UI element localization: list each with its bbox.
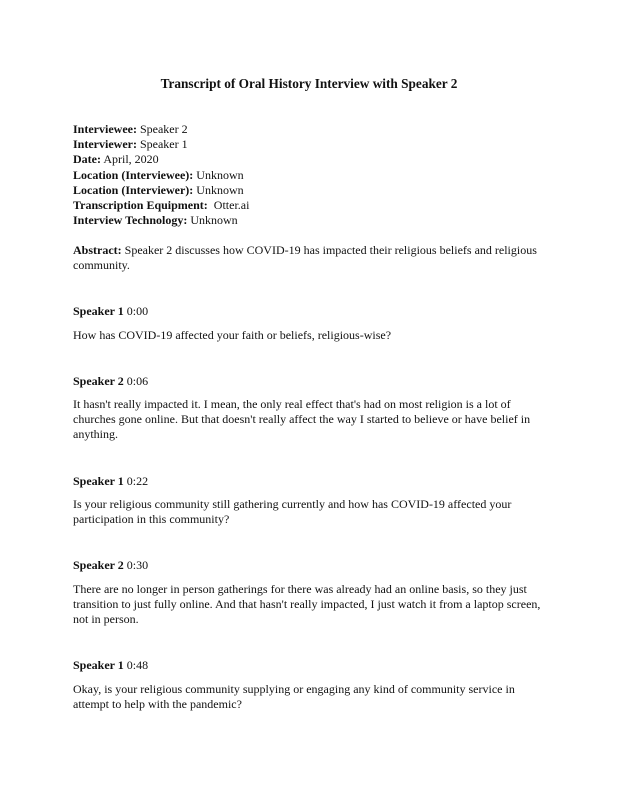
page-title: Transcript of Oral History Interview with Speaker 2	[160, 76, 458, 91]
meta-label: Location (Interviewer):	[73, 182, 194, 197]
speaker-name: Speaker 1	[73, 474, 124, 488]
meta-value: Unknown	[193, 167, 244, 182]
meta-value: Unknown	[193, 182, 244, 197]
meta-label: Transcription Equipment:	[73, 197, 208, 212]
entry-speaker-heading	[73, 374, 551, 389]
meta-location-interviewer	[73, 183, 551, 198]
utterance-text: Okay, is your religious community supplying or engaging any kind of community service in attempt to help with the pandemic?	[73, 682, 515, 712]
timestamp: 0:30	[123, 558, 149, 572]
speaker-name: Speaker 1	[73, 658, 124, 672]
meta-value: Otter.ai	[207, 197, 250, 212]
speaker-name: Speaker 2	[73, 558, 124, 572]
meta-date	[73, 152, 551, 167]
entry-speaker-heading	[73, 658, 551, 673]
metadata-block	[73, 122, 551, 228]
meta-label: Interviewee:	[73, 122, 137, 136]
abstract	[73, 243, 551, 273]
entry-speaker-heading	[73, 558, 551, 573]
entry-text	[73, 682, 551, 712]
entry-text	[73, 582, 551, 628]
meta-label: Location (Interviewee):	[73, 167, 194, 182]
meta-label: Interview Technology:	[73, 213, 188, 228]
meta-transcription-equipment	[73, 198, 551, 213]
meta-location-interviewee	[73, 168, 551, 183]
entry-text	[73, 328, 551, 343]
meta-value: Speaker 1	[136, 137, 188, 152]
utterance-text: There are no longer in person gatherings for there was already had an online basis, so they just transition to just fully online. And that hasn't really impacted, I just watch it from a laptop screen, not in person.	[73, 582, 541, 627]
utterance-text: It hasn't really impacted it. I mean, the only real effect that's had on most religion is a lot of churches gone online. But that doesn't really affect the way I started to believe or have belief in anything.	[73, 397, 531, 442]
meta-label: Interviewer:	[73, 137, 137, 152]
entry-text	[73, 497, 551, 527]
speaker-name: Speaker 2	[73, 374, 124, 388]
abstract-text: Speaker 2 discusses how COVID-19 has impacted their religious beliefs and religious community.	[73, 243, 537, 273]
abstract-label: Abstract:	[73, 243, 122, 257]
utterance-text: Is your religious community still gathering currently and how has COVID-19 affected your participation in this community?	[73, 497, 512, 527]
speaker-name: Speaker 1	[73, 304, 124, 318]
meta-label: Date:	[73, 152, 101, 167]
entry-speaker-heading	[73, 474, 551, 489]
entry-text	[73, 397, 551, 443]
meta-interviewee	[73, 122, 551, 137]
timestamp: 0:48	[123, 658, 149, 672]
meta-interviewer	[73, 137, 551, 152]
meta-value: April, 2020	[100, 152, 159, 167]
timestamp: 0:00	[123, 304, 149, 318]
entry-speaker-heading	[73, 304, 551, 319]
meta-interview-technology	[73, 213, 551, 228]
meta-value: Speaker 2	[136, 122, 188, 136]
meta-value: Unknown	[187, 213, 238, 228]
timestamp: 0:06	[123, 374, 149, 388]
timestamp: 0:22	[123, 474, 149, 488]
utterance-text: How has COVID-19 affected your faith or beliefs, religious-wise?	[73, 328, 392, 342]
